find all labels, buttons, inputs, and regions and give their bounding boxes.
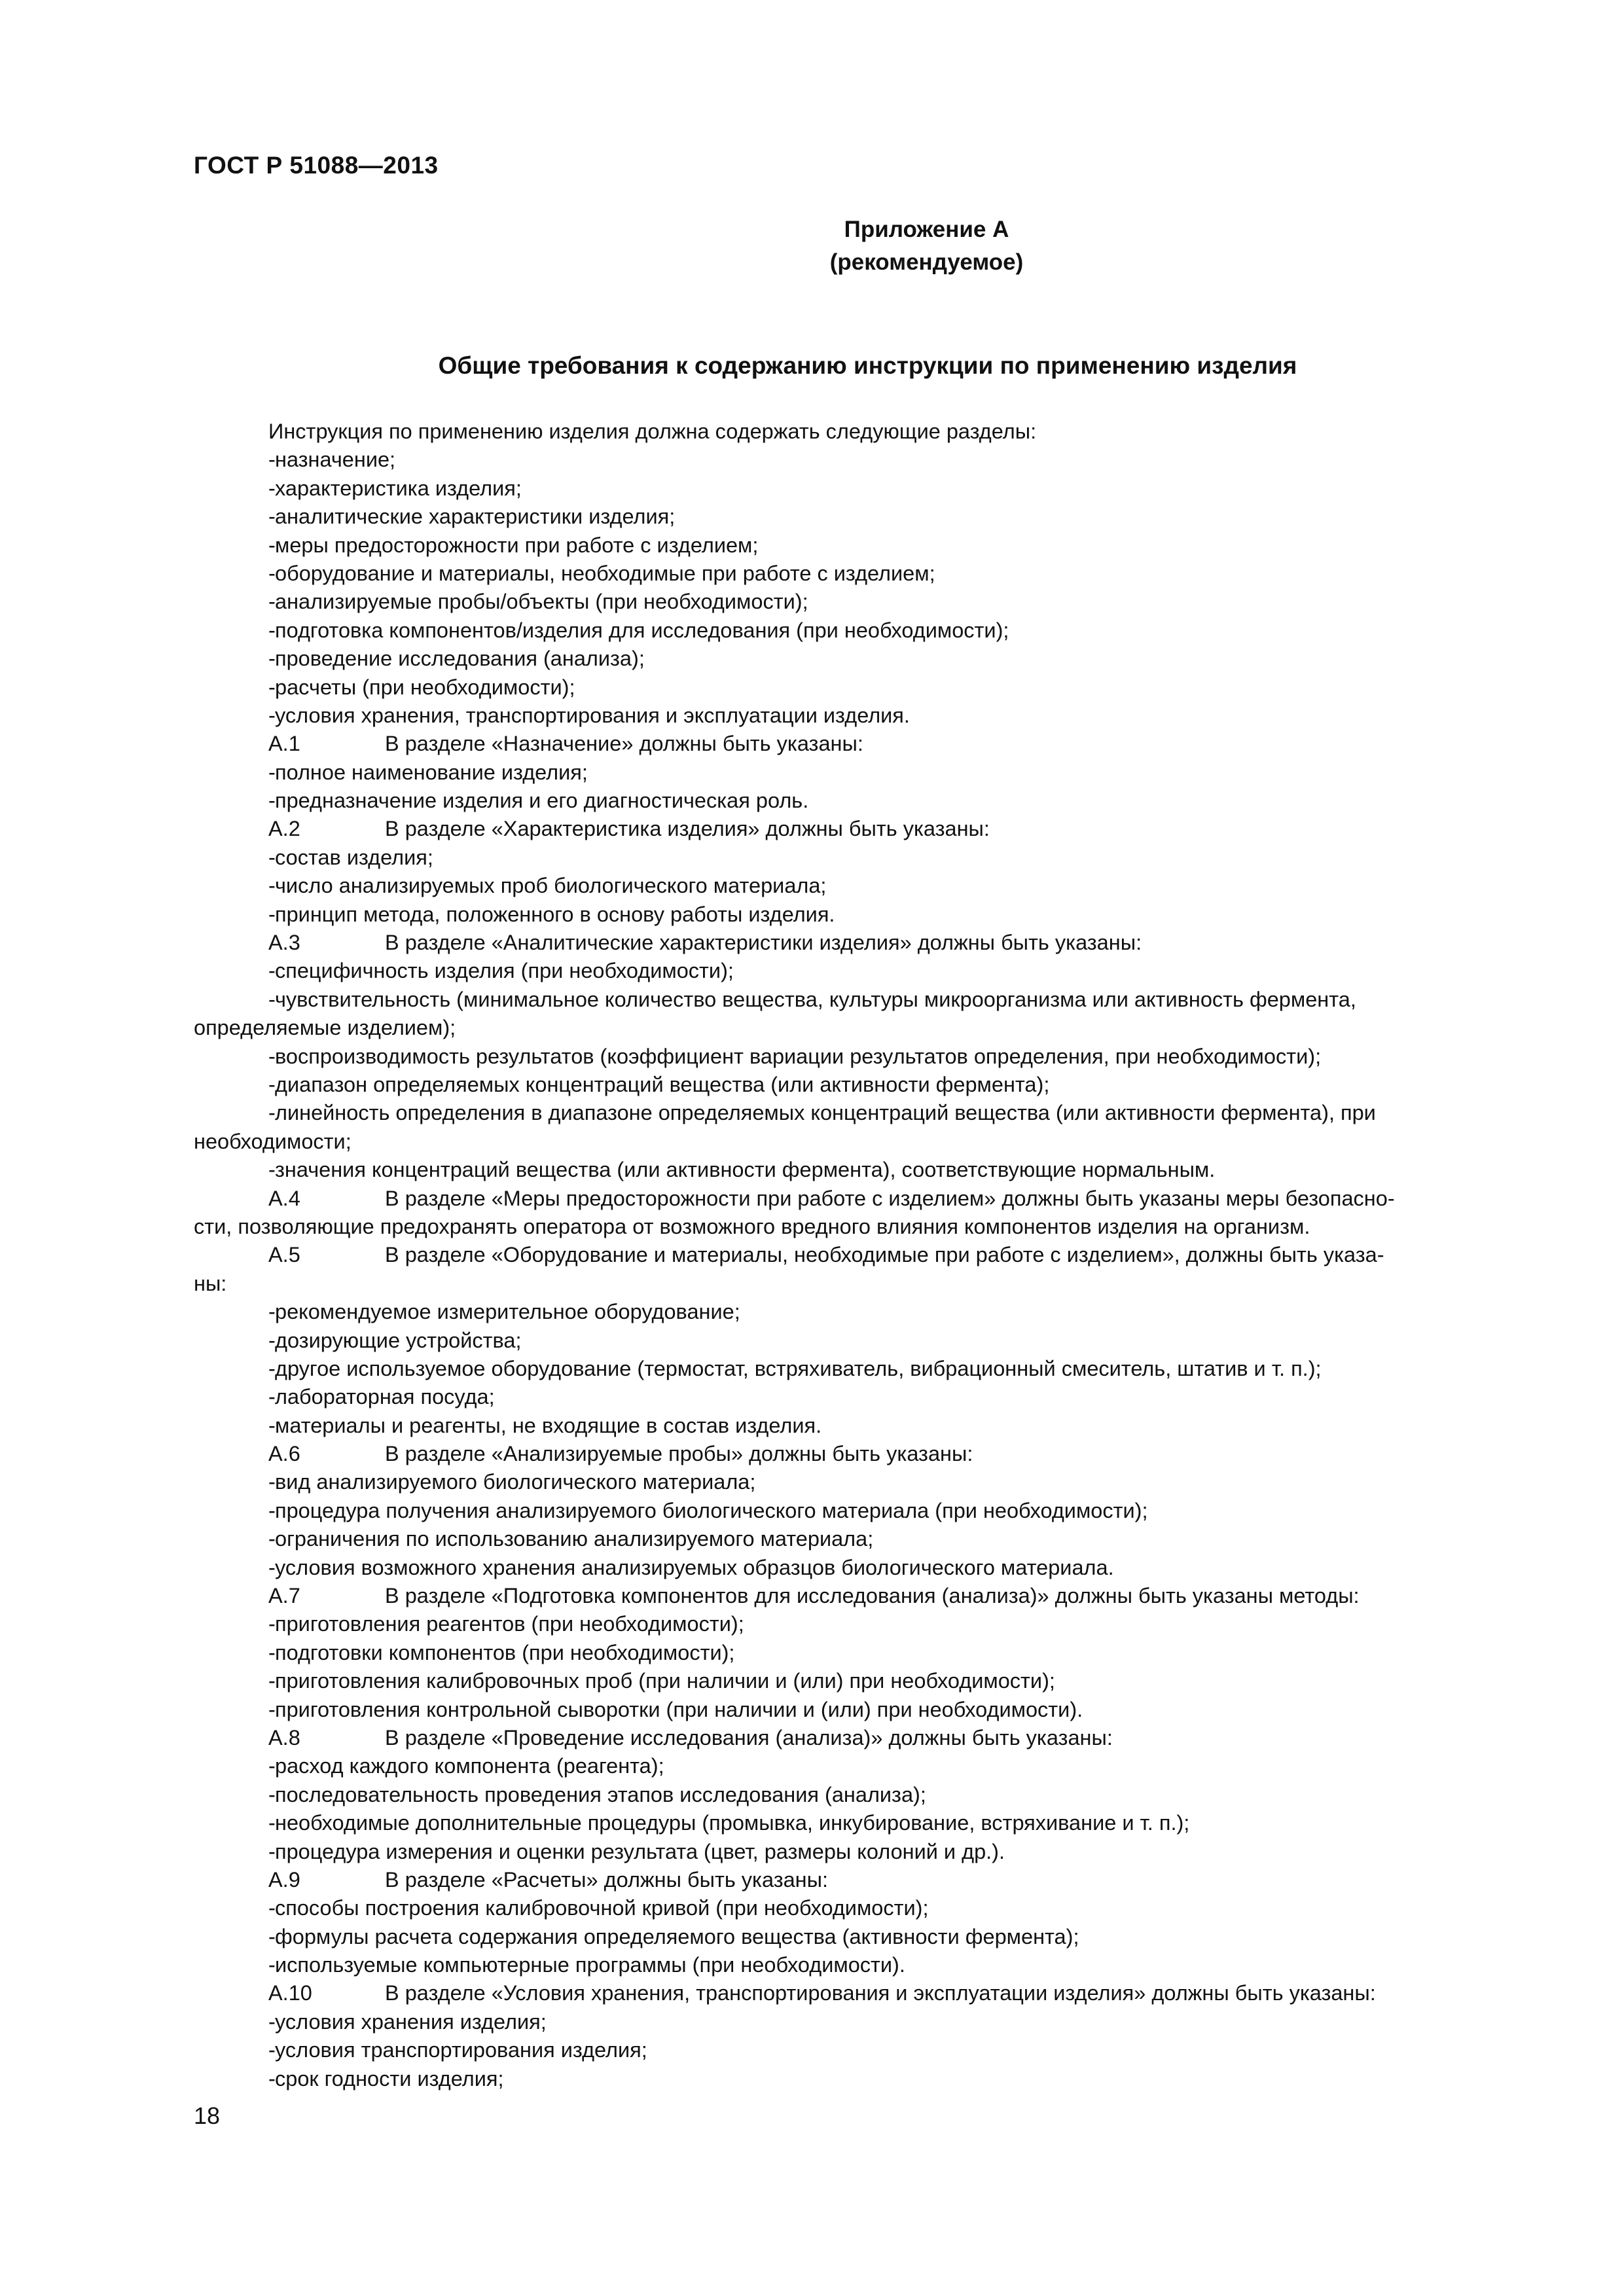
- list-item: [194, 503, 1483, 531]
- list-item: [194, 1525, 1483, 1553]
- list-item: [194, 1667, 1483, 1695]
- clause-text: В разделе «Условия хранения, транспортирования и эксплуатации изделия» должны быть указаны:: [385, 1981, 1376, 2005]
- list-item-text: условия транспортирования изделия;: [275, 2038, 647, 2062]
- list-dash: -: [268, 448, 276, 472]
- clause-heading: [194, 1724, 1483, 1752]
- list-item-text: последовательность проведения этапов исследования (анализа);: [275, 1782, 926, 1806]
- list-item-text: воспроизводимость результатов (коэффициент вариации результатов определения, при необходимости);: [275, 1044, 1322, 1068]
- list-item-text: характеристика изделия;: [275, 476, 522, 500]
- list-item-text: рекомендуемое измерительное оборудование;: [275, 1300, 740, 1324]
- clause-text: В разделе «Характеристика изделия» должны быть указаны:: [385, 817, 990, 841]
- clause-text: В разделе «Проведение исследования (анализа)» должны быть указаны:: [385, 1725, 1113, 1749]
- list-dash: -: [268, 1300, 276, 1324]
- list-item: [194, 531, 1483, 560]
- list-dash: -: [268, 1044, 276, 1068]
- list-dash: -: [268, 902, 276, 926]
- list-item: [194, 1099, 1483, 1127]
- clause-heading: [194, 1241, 1483, 1269]
- list-dash: -: [268, 476, 276, 500]
- list-dash: -: [268, 590, 276, 614]
- list-item: [194, 1951, 1483, 1979]
- clause-number: А.10: [268, 1981, 312, 2005]
- list-item: [194, 2065, 1483, 2093]
- list-dash: -: [268, 1697, 276, 1721]
- appendix-title: Приложение А: [844, 217, 1009, 242]
- clause-text: В разделе «Аналитические характеристики изделия» должны быть указаны:: [385, 931, 1142, 955]
- list-item: [194, 617, 1483, 645]
- clause-number: А.2: [268, 817, 300, 841]
- list-item: [194, 560, 1483, 588]
- clause-number: А.1: [268, 732, 300, 756]
- list-item: [194, 1412, 1483, 1440]
- clause-number: А.8: [268, 1725, 300, 1749]
- list-dash: -: [268, 2038, 276, 2062]
- list-item: [194, 446, 1483, 474]
- list-dash: -: [268, 1498, 276, 1522]
- list-dash: -: [268, 1555, 276, 1579]
- list-dash: -: [268, 1896, 276, 1920]
- list-item: [194, 1781, 1483, 1809]
- clause-text: В разделе «Расчеты» должны быть указаны:: [385, 1867, 829, 1892]
- list-item: [194, 1156, 1483, 1184]
- list-item-text: лабораторная посуда;: [275, 1385, 495, 1409]
- clause-text: В разделе «Назначение» должны быть указаны:: [385, 732, 863, 756]
- list-item: [194, 844, 1483, 872]
- list-item-text: подготовка компонентов/изделия для исследования (при необходимости);: [275, 618, 1009, 642]
- list-dash: -: [268, 1754, 276, 1778]
- list-item-text: условия хранения, транспортирования и эксплуатации изделия.: [275, 703, 910, 727]
- clause-number: А.7: [268, 1584, 300, 1608]
- list-item-text: анализируемые пробы/объекты (при необходимости);: [275, 590, 808, 614]
- list-item-text: приготовления калибровочных проб (при наличии и (или) при необходимости);: [275, 1669, 1055, 1693]
- list-item-text: чувствительность (минимальное количество вещества, культуры микроорганизма или активность фермента,: [275, 987, 1356, 1011]
- clause-text: В разделе «Меры предосторожности при работе с изделием» должны быть указаны меры безопасно-: [385, 1186, 1395, 1210]
- list-dash: -: [268, 1527, 276, 1551]
- list-item-text: вид анализируемого биологического материала;: [275, 1470, 756, 1494]
- list-item: [194, 2036, 1483, 2064]
- list-item: [194, 1355, 1483, 1383]
- list-item: [194, 787, 1483, 815]
- appendix-heading: [0, 213, 1624, 279]
- standard-code-header: ГОСТ Р 51088—2013: [194, 152, 439, 179]
- list-item-text: полное наименование изделия;: [275, 760, 588, 784]
- list-item-text: условия возможного хранения анализируемых образцов биологического материала.: [275, 1555, 1114, 1579]
- list-dash: -: [268, 845, 276, 869]
- list-item-text: предназначение изделия и его диагностическая роль.: [275, 789, 809, 813]
- list-dash: -: [268, 1356, 276, 1380]
- list-dash: -: [268, 1782, 276, 1806]
- list-dash: -: [268, 1924, 276, 1948]
- list-dash: -: [268, 1385, 276, 1409]
- clause-text: В разделе «Оборудование и материалы, необходимые при работе с изделием», должны быть указа-: [385, 1243, 1384, 1267]
- list-dash: -: [268, 1413, 276, 1437]
- list-item: [194, 1639, 1483, 1667]
- clause-number: А.3: [268, 931, 300, 955]
- list-dash: -: [268, 533, 276, 557]
- page-number: 18: [194, 2102, 221, 2129]
- list-item-text: процедура получения анализируемого биологического материала (при необходимости);: [275, 1498, 1148, 1522]
- clause-heading: [194, 1866, 1483, 1894]
- list-item: [194, 1696, 1483, 1724]
- list-item-text: аналитические характеристики изделия;: [275, 505, 676, 529]
- list-item: [194, 1383, 1483, 1411]
- line-text: сти, позволяющие предохранять оператора от возможного вредного влияния компонентов изделия на организм.: [194, 1214, 1310, 1238]
- list-item-text: срок годности изделия;: [275, 2066, 504, 2090]
- list-item: [194, 588, 1483, 616]
- list-item: [194, 1497, 1483, 1525]
- line-text: Инструкция по применению изделия должна содержать следующие разделы:: [268, 420, 1037, 443]
- list-dash: -: [268, 1640, 276, 1664]
- paragraph-continuation: [194, 1270, 1483, 1298]
- intro-paragraph: [194, 418, 1483, 446]
- list-item-text: другое используемое оборудование (термостат, встряхиватель, вибрационный смеситель, штатив и т. п.);: [275, 1356, 1322, 1380]
- list-item-text: меры предосторожности при работе с изделием;: [275, 533, 759, 557]
- clause-number: А.5: [268, 1243, 300, 1267]
- list-dash: -: [268, 987, 276, 1011]
- list-item: [194, 702, 1483, 730]
- list-dash: -: [268, 703, 276, 727]
- list-item-text: ограничения по использованию анализируемого материала;: [275, 1527, 874, 1551]
- list-item-text: дозирующие устройства;: [275, 1328, 522, 1352]
- list-item-text: используемые компьютерные программы (при необходимости).: [275, 1953, 905, 1977]
- clause-number: А.9: [268, 1867, 300, 1892]
- clause-text: В разделе «Подготовка компонентов для исследования (анализа)» должны быть указаны методы:: [385, 1584, 1360, 1608]
- list-item-text: приготовления реагентов (при необходимости);: [275, 1612, 744, 1636]
- list-dash: -: [268, 959, 276, 983]
- list-item-text: способы построения калибровочной кривой (при необходимости);: [275, 1896, 929, 1920]
- list-item: [194, 1468, 1483, 1496]
- clause-number: А.4: [268, 1186, 300, 1210]
- list-item: [194, 1071, 1483, 1099]
- list-item-text: приготовления контрольной сыворотки (при наличии и (или) при необходимости).: [275, 1697, 1083, 1721]
- clause-heading: [194, 730, 1483, 758]
- list-item: [194, 475, 1483, 503]
- list-dash: -: [268, 505, 276, 529]
- list-dash: -: [268, 1158, 276, 1182]
- list-item-text: проведение исследования (анализа);: [275, 647, 645, 671]
- list-item-text: линейность определения в диапазоне определяемых концентраций вещества (или активности фермента), при: [275, 1101, 1376, 1125]
- appendix-status: (рекомендуемое): [829, 249, 1024, 275]
- list-dash: -: [268, 618, 276, 642]
- list-item: [194, 759, 1483, 787]
- list-item: [194, 872, 1483, 900]
- document-body: [194, 418, 1483, 2093]
- list-item-text: процедура измерения и оценки результата (цвет, размеры колоний и др.).: [275, 1839, 1005, 1863]
- list-dash: -: [268, 675, 276, 699]
- list-item: [194, 986, 1483, 1014]
- clause-heading: [194, 929, 1483, 957]
- list-item-text: необходимые дополнительные процедуры (промывка, инкубирование, встряхивание и т. п.);: [275, 1811, 1190, 1835]
- list-item-text: число анализируемых проб биологического материала;: [275, 874, 827, 898]
- clause-heading: [194, 815, 1483, 843]
- clause-heading: [194, 1185, 1483, 1213]
- clause-heading: [194, 1979, 1483, 2007]
- list-dash: -: [268, 1072, 276, 1096]
- list-item-text: подготовки компонентов (при необходимости);: [275, 1640, 735, 1664]
- list-item-text: расход каждого компонента (реагента);: [275, 1754, 664, 1778]
- list-dash: -: [268, 2009, 276, 2034]
- list-item-text: назначение;: [275, 448, 396, 472]
- list-item: [194, 1752, 1483, 1780]
- list-dash: -: [268, 2066, 276, 2090]
- list-item-text: условия хранения изделия;: [275, 2009, 547, 2034]
- list-item: [194, 645, 1483, 673]
- list-dash: -: [268, 1470, 276, 1494]
- list-dash: -: [268, 1953, 276, 1977]
- list-dash: -: [268, 1839, 276, 1863]
- list-item: [194, 901, 1483, 929]
- list-item: [194, 1554, 1483, 1582]
- line-text: необходимости;: [194, 1129, 352, 1153]
- line-text: определяемые изделием);: [194, 1016, 456, 1040]
- clause-heading: [194, 1440, 1483, 1468]
- list-dash: -: [268, 1669, 276, 1693]
- paragraph-continuation: [194, 1128, 1483, 1156]
- section-title: [0, 352, 1624, 380]
- list-dash: -: [268, 874, 276, 898]
- paragraph-continuation: [194, 1213, 1483, 1241]
- list-dash: -: [268, 561, 276, 585]
- clause-number: А.6: [268, 1442, 300, 1466]
- list-item: [194, 1298, 1483, 1326]
- list-item-text: формулы расчета содержания определяемого вещества (активности фермента);: [275, 1924, 1079, 1948]
- list-dash: -: [268, 1612, 276, 1636]
- list-dash: -: [268, 647, 276, 671]
- list-item-text: состав изделия;: [275, 845, 433, 869]
- list-dash: -: [268, 760, 276, 784]
- list-item-text: оборудование и материалы, необходимые при работе с изделием;: [275, 561, 935, 585]
- list-dash: -: [268, 1811, 276, 1835]
- list-item-text: диапазон определяемых концентраций вещества (или активности фермента);: [275, 1072, 1050, 1096]
- section-title-text: Общие требования к содержанию инструкции по применению изделия: [438, 352, 1297, 379]
- list-dash: -: [268, 1101, 276, 1125]
- list-item: [194, 1610, 1483, 1638]
- list-item: [194, 2008, 1483, 2036]
- list-item-text: расчеты (при необходимости);: [275, 675, 575, 699]
- list-item: [194, 1043, 1483, 1071]
- list-item-text: значения концентраций вещества (или активности фермента), соответствующие нормальным.: [275, 1158, 1216, 1182]
- list-item: [194, 1327, 1483, 1355]
- list-item-text: специфичность изделия (при необходимости);: [275, 959, 734, 983]
- list-item: [194, 1923, 1483, 1951]
- clause-heading: [194, 1582, 1483, 1610]
- list-item: [194, 1809, 1483, 1837]
- list-item: [194, 1838, 1483, 1866]
- list-item: [194, 673, 1483, 702]
- list-item: [194, 1894, 1483, 1922]
- line-text: ны:: [194, 1271, 227, 1295]
- list-item: [194, 957, 1483, 985]
- list-item-text: принцип метода, положенного в основу работы изделия.: [275, 902, 835, 926]
- paragraph-continuation: [194, 1014, 1483, 1042]
- list-dash: -: [268, 789, 276, 813]
- clause-text: В разделе «Анализируемые пробы» должны быть указаны:: [385, 1442, 973, 1466]
- list-dash: -: [268, 1328, 276, 1352]
- list-item-text: материалы и реагенты, не входящие в состав изделия.: [275, 1413, 822, 1437]
